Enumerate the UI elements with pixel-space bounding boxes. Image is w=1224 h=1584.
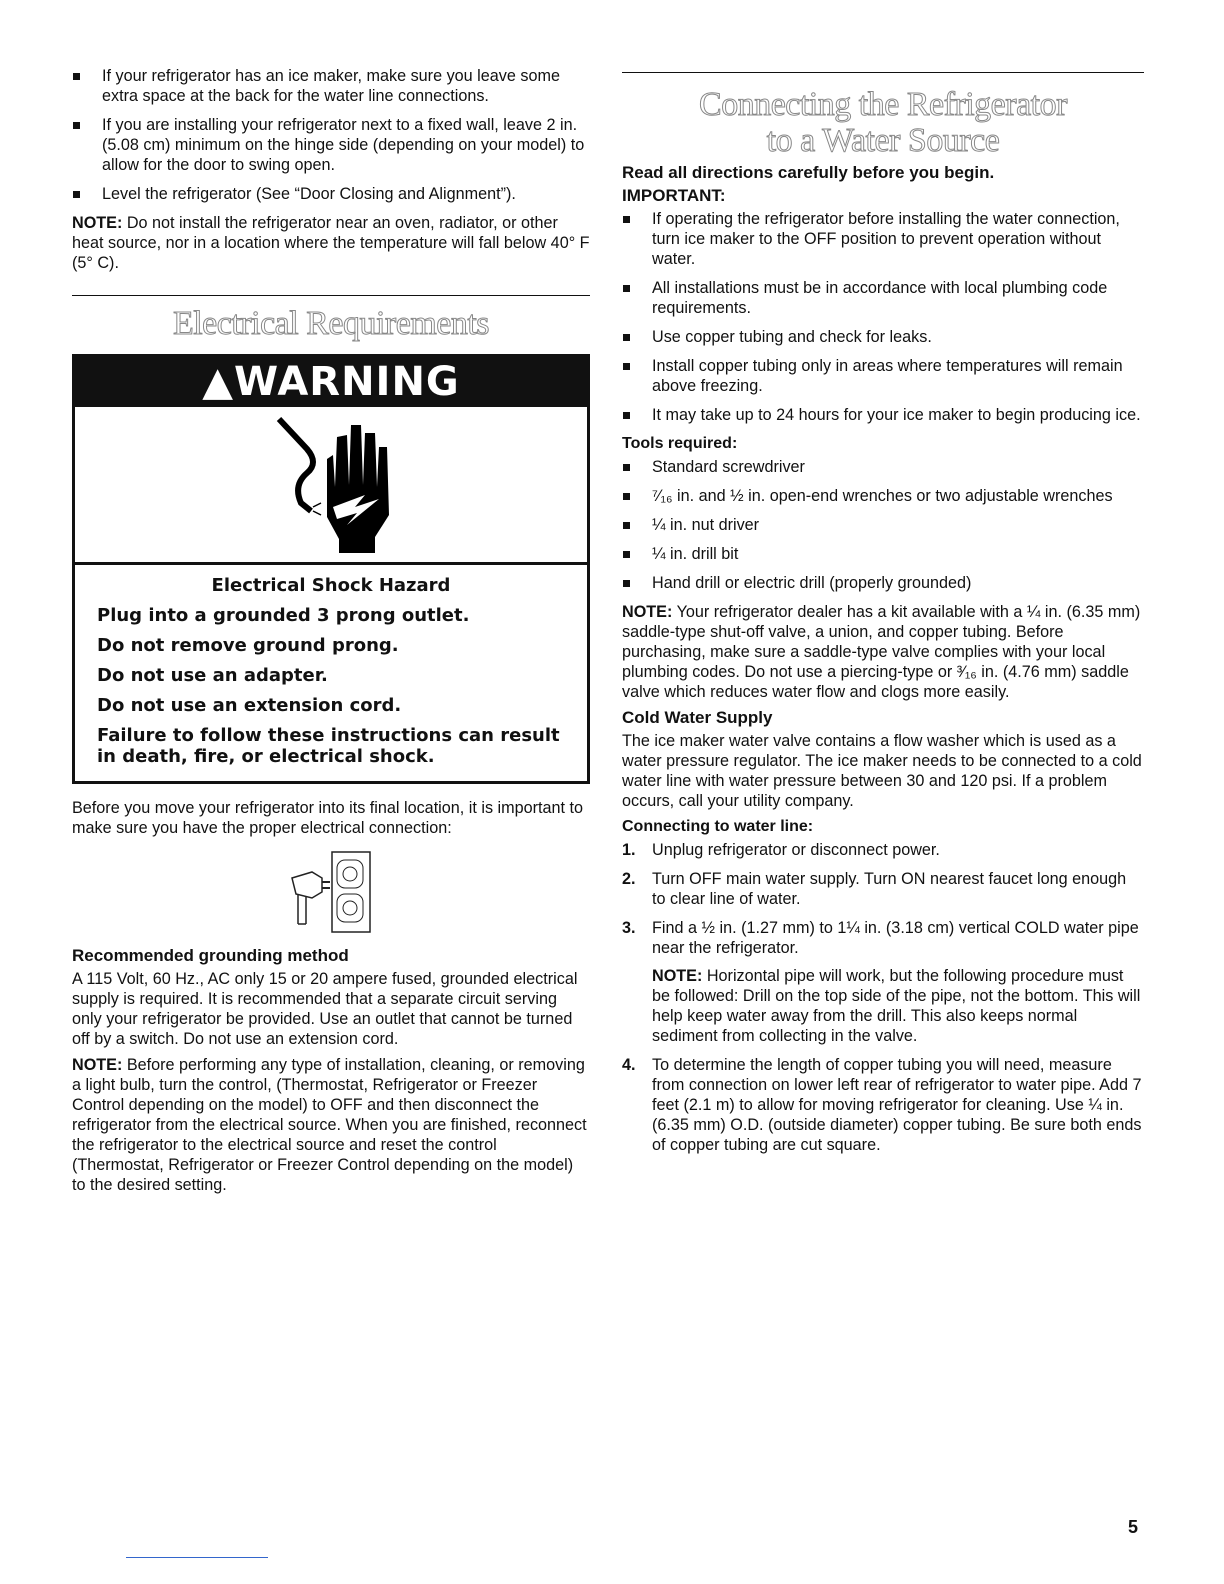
intro-text: Before you move your refrigerator into its final location, it is important to make sure you have the proper electrical connection: <box>72 799 584 837</box>
shock-hazard-icon <box>75 407 587 565</box>
warning-body <box>75 565 587 781</box>
list-item: It may take up to 24 hours for your ice maker to begin producing ice. <box>622 405 1144 425</box>
hazard-title: Electrical Shock Hazard <box>211 575 451 596</box>
warning-line: Failure to follow these instructions can result in death, fire, or electrical shock. <box>97 725 560 767</box>
list-item: ¼ in. drill bit <box>622 544 1144 564</box>
placement-bullets <box>72 66 590 204</box>
warning-line: Plug into a grounded 3 prong outlet. <box>97 605 470 626</box>
note-disconnect: NOTE: Before performing any type of installation, cleaning, or removing a light bulb, turn the control, (Thermostat, Refrigerator or Freezer Control depending on the model) to OFF and then disconnect the refrigerator from the electrical source. When you are finished, reconnect the refrigerator to the electrical source and reset the control (Thermostat, Refrigerator or Freezer Control depending on the model) to the desired setting. <box>72 1056 587 1194</box>
list-item: If your refrigerator has an ice maker, make sure you leave some extra space at the back for the water line connections. <box>72 66 590 106</box>
step: 3. Find a ½ in. (1.27 mm) to 1¼ in. (3.18 cm) vertical COLD water pipe near the refrigerator. NOTE: Horizontal pipe will work, but the following procedure must be followed: Drill on the top side of the pipe, not the bottom. This will help keep water away from the drill. This also keeps normal sediment from collecting in the valve. <box>622 918 1144 1046</box>
grounding-text: A 115 Volt, 60 Hz., AC only 15 or 20 ampere fused, grounded electrical supply is required. It is recommended that a separate circuit serving only your refrigerator be provided. Use an outlet that cannot be turned off by a switch. Do not use an extension cord. <box>72 970 578 1048</box>
warning-box <box>72 354 590 784</box>
grounding-heading: Recommended grounding method <box>72 946 349 965</box>
list-item: Install copper tubing only in areas where temperatures will remain above freezing. <box>622 356 1144 396</box>
divider <box>622 72 1144 73</box>
list-item: ⁷⁄₁₆ in. and ½ in. open-end wrenches or two adjustable wrenches <box>622 486 1144 506</box>
right-column <box>622 66 1144 1164</box>
note-placement: NOTE: Do not install the refrigerator near an oven, radiator, or other heat source, nor in a location where the temperature will fall below 40° F (5° C). <box>72 214 590 272</box>
grounded-outlet-illustration <box>72 844 590 944</box>
list-item: All installations must be in accordance with local plumbing code requirements. <box>622 278 1144 318</box>
section-title-water: Connecting the Refrigerator to a Water Source <box>699 86 1067 159</box>
warning-line: Do not use an adapter. <box>97 665 328 686</box>
step: 1. Unplug refrigerator or disconnect power. <box>622 841 940 859</box>
footer-line <box>126 1557 268 1558</box>
warning-line: Do not use an extension cord. <box>97 695 402 716</box>
cold-water-heading: Cold Water Supply <box>622 708 773 727</box>
warning-line: Do not remove ground prong. <box>97 635 399 656</box>
step: 4. To determine the length of copper tubing you will need, measure from connection on lower left rear of refrigerator to water pipe. Add 7 feet (2.1 m) to allow for moving refrigerator for cleaning. Use ¼ in. (6.35 mm) O.D. (outside diameter) copper tubing. Be sure both ends of copper tubing are cut square. <box>622 1056 1142 1154</box>
list-item: Use copper tubing and check for leaks. <box>622 327 1144 347</box>
left-column <box>72 66 590 1201</box>
section-title-electrical: Electrical Requirements <box>172 305 490 342</box>
list-item: If operating the refrigerator before installing the water connection, turn ice maker to the OFF position to prevent operation without water. <box>622 209 1144 269</box>
important-bullets <box>622 209 1144 425</box>
note-horizontal-pipe: NOTE: Horizontal pipe will work, but the following procedure must be followed: Drill on the top side of the pipe, not the bottom. This will help keep water away from the drill. This also keeps normal sediment from collecting in the valve. <box>652 967 1141 1045</box>
cold-water-text: The ice maker water valve contains a flow washer which is used as a water pressure regulator. The ice maker needs to be connected to a cold water line with water pressure between 30 and 120 psi. If a problem occurs, call your utility company. <box>622 732 1142 810</box>
connecting-heading: Connecting to water line: <box>622 818 814 835</box>
list-item: If you are installing your refrigerator next to a fixed wall, leave 2 in. (5.08 cm) minimum on the hinge side (depending on your model) to allow for the door to swing open. <box>72 115 590 175</box>
warning-header: ▲WARNING <box>75 357 587 407</box>
list-item: Standard screwdriver <box>622 457 1144 477</box>
warning-triangle-icon: ▲ <box>202 359 234 405</box>
tools-list <box>622 457 1144 593</box>
divider <box>72 295 590 296</box>
list-item: Hand drill or electric drill (properly grounded) <box>622 573 1144 593</box>
note-kit: NOTE: Your refrigerator dealer has a kit available with a ¼ in. (6.35 mm) saddle-type shut-off valve, a union, and copper tubing. Before purchasing, make sure a saddle-type valve complies with your local plumbing codes. Do not use a piercing-type or ³⁄₁₆ in. (4.76 mm) saddle valve which reduces water flow and clogs more easily. <box>622 603 1141 701</box>
important-heading: IMPORTANT: <box>622 186 726 205</box>
tools-heading: Tools required: <box>622 435 738 452</box>
connecting-steps <box>622 840 1144 1155</box>
list-item: Level the refrigerator (See “Door Closing and Alignment”). <box>72 184 590 204</box>
list-item: ¼ in. nut driver <box>622 515 1144 535</box>
page-number: 5 <box>1128 1517 1139 1537</box>
read-all-heading: Read all directions carefully before you begin. <box>622 163 995 182</box>
step: 2. Turn OFF main water supply. Turn ON nearest faucet long enough to clear line of water. <box>622 870 1127 908</box>
